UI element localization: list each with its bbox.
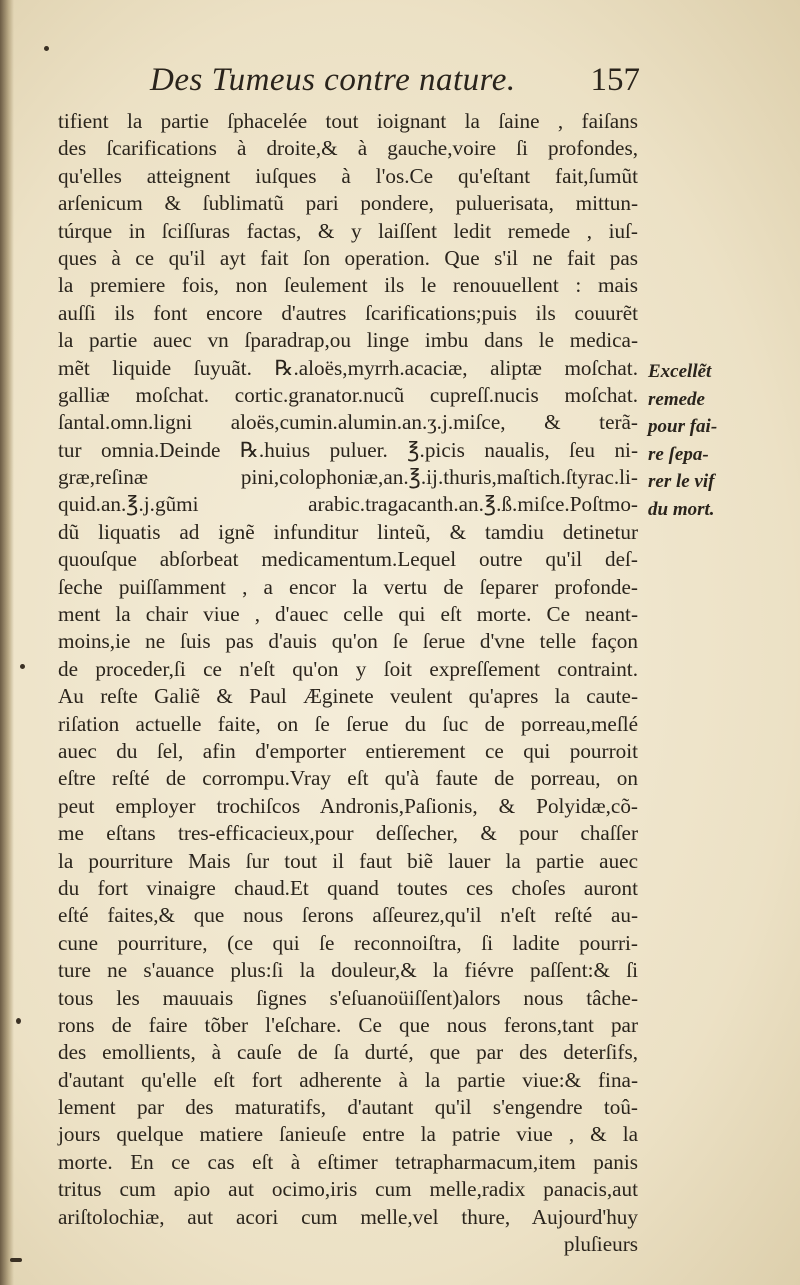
text-line: des ſcarifications à droite,& à gauche,voire ſi profondes, <box>58 136 638 161</box>
margin-note-line: rer le vif <box>648 471 715 493</box>
text-line: jours quelque matiere ſanieuſe entre la patrie viue , & la <box>58 1122 638 1147</box>
text-line: auec du ſel, afin d'emporter entierement ce qui pourroit <box>58 738 638 763</box>
text-line: qu'elles atteignent iuſques à l'os.Ce qu'eſtant fait,ſumũt <box>58 163 638 188</box>
text-line: riſation actuelle faite, on ſe ſerue du ſuc de porreau,meſlé <box>58 711 638 736</box>
page-number: 157 <box>590 62 640 98</box>
text-line: quid.an.℥.j.gũmi arabic.tragacanth.an.℥.ß.miſce.Poſtmo- <box>58 492 638 517</box>
text-line: Au reſte Galiẽ & Paul Æginete veulent qu'apres la caute- <box>58 684 638 709</box>
text-line: ſeche puiſſamment , a encor la vertu de ſeparer profonde- <box>58 574 638 599</box>
text-line: eſté faites,& que nous ſerons aſſeurez,qu'il n'eſt reſté au- <box>58 903 638 928</box>
text-line: du fort vinaigre chaud.Et quand toutes ces choſes auront <box>58 875 638 900</box>
text-line: græ,reſinæ pini,colophoniæ,an.℥.ij.thuris,maſtich.ſtyrac.li- <box>58 465 638 490</box>
text-line: pluſieurs <box>563 1232 638 1257</box>
text-line: la partie auec vn ſparadrap,ou linge imbu dans le medica- <box>58 328 638 353</box>
text-line: ques à ce qu'il ayt fait ſon operation. Que s'il ne fait pas <box>58 245 638 270</box>
text-line: túrque in ſciſſuras factas, & y laiſſent ledit remede , iuſ- <box>58 218 638 243</box>
running-header <box>150 62 640 106</box>
text-line: auſſi ils font encore d'autres ſcarifications;puis ils couurẽt <box>58 300 638 325</box>
text-line: arſenicum & ſublimatũ pari pondere, puluerisata, mittun- <box>58 191 638 216</box>
text-line: me eſtans tres-efficacieux,pour deſſecher, & pour chaſſer <box>58 821 638 846</box>
running-title: Des Tumeus contre nature. <box>150 62 516 98</box>
text-line: ment la chair viue , d'auec celle qui eſt morte. Ce neant- <box>58 602 638 627</box>
ink-speck <box>10 1258 22 1262</box>
text-line: tur omnia.Deinde ℞.huius puluer. ℥.picis naualis, ſeu ni- <box>58 437 638 462</box>
text-line: des emollients, à cauſe de ſa durté, que par des deterſifs, <box>58 1040 638 1065</box>
ink-speck <box>16 1018 21 1024</box>
text-line: moins,ie ne ſuis pas d'auis qu'on ſe ſerue d'vne telle façon <box>58 629 638 654</box>
text-line: la pourriture Mais ſur tout il faut biẽ lauer la partie auec <box>58 848 638 873</box>
text-line: quouſque abſorbeat medicamentum.Lequel outre qu'il deſ- <box>58 547 638 572</box>
text-line: ture ne s'auance plus:ſi la douleur,& la fiévre paſſent:& ſi <box>58 958 638 983</box>
text-line: tifient la partie ſphacelée tout ioignant la ſaine , faiſans <box>58 109 638 133</box>
margin-note-line: remede <box>648 388 705 410</box>
margin-note-line: re ſepa- <box>648 443 709 465</box>
text-line: rons de faire tõber l'eſchare. Ce que nous ferons,tant par <box>58 1012 638 1037</box>
text-line: lement par des maturatifs, d'autant qu'il s'engendre toû- <box>58 1095 638 1120</box>
ink-speck <box>44 46 49 51</box>
text-line: tritus cum apio aut ocimo,iris cum melle,radix panacis,aut <box>58 1177 638 1202</box>
text-line: cune pourriture, (ce qui ſe reconnoiſtra, ſi ladite pourri- <box>58 930 638 955</box>
text-line: ariſtolochiæ, aut acori cum melle,vel thure, Aujourd'huy <box>58 1204 638 1229</box>
text-line: ſantal.omn.ligni aloës,cumin.alumin.an.ʒ.j.miſce, & terã- <box>58 410 638 435</box>
text-line: de proceder,ſi ce n'eſt qu'on y ſoit expreſſement contraint. <box>58 656 638 681</box>
text-line: eſtre reſté de corrompu.Vray eſt qu'à faute de porreau, on <box>58 766 638 791</box>
text-line: peut employer trochiſcos Andronis,Paſionis, & Polyidæ,cõ- <box>58 793 638 818</box>
text-line: tous les mauuais ſignes s'eſuanoüiſſent)alors nous tâche- <box>58 985 638 1010</box>
text-line: d'autant qu'elle eſt fort adherente à la partie viue:& fina- <box>58 1067 638 1092</box>
page-edge-shadow <box>0 0 14 1285</box>
margin-note <box>648 358 798 524</box>
ink-speck <box>20 664 25 669</box>
margin-note-line: du mort. <box>648 498 715 520</box>
margin-note-line: pour fai- <box>648 416 718 438</box>
body-text <box>58 108 638 1258</box>
text-line: galliæ moſchat. cortic.granator.nucũ cupreſſ.nucis moſchat. <box>58 382 638 407</box>
text-line: mẽt liquide ſuyuãt. ℞.aloës,myrrh.acaciæ, aliptæ moſchat. <box>58 355 638 380</box>
text-line: morte. En ce cas eſt à eſtimer tetrapharmacum,item panis <box>58 1149 638 1174</box>
text-line: la premiere fois, non ſeulement ils le renouuellent : mais <box>58 273 638 298</box>
margin-note-line: Excellẽt <box>648 361 712 382</box>
text-line: dũ liquatis ad ignẽ infunditur linteũ, & tamdiu detinetur <box>58 519 638 544</box>
